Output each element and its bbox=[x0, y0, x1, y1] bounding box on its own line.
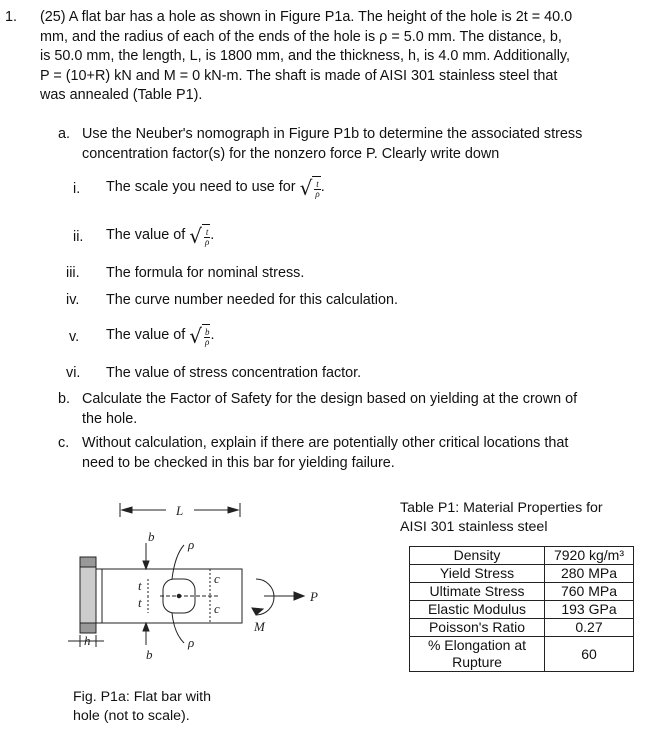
problem-text bbox=[40, 8, 650, 106]
item-iii-text: The formula for nominal stress. bbox=[106, 265, 305, 281]
rho-bottom-leader bbox=[172, 613, 184, 643]
table-cell-prop: Ultimate Stress bbox=[410, 583, 545, 601]
table-caption-line: AISI 301 stainless steel bbox=[400, 519, 548, 535]
item-v-num: v. bbox=[69, 329, 80, 345]
table-cell-prop: Yield Stress bbox=[410, 565, 545, 583]
table-caption-line: Table P1: Material Properties for bbox=[400, 500, 603, 516]
sqrt-b-over-rho: √ $\frac{b}{\rho}$ bbox=[189, 324, 210, 348]
label-P: P bbox=[310, 589, 318, 604]
label-h: h bbox=[84, 633, 91, 648]
part-c-line: need to be checked in this bar for yielding failure. bbox=[82, 454, 395, 471]
table-cell-prop: Poisson's Ratio bbox=[410, 619, 545, 637]
support-top bbox=[80, 557, 96, 567]
part-c-text bbox=[82, 434, 647, 473]
table-caption bbox=[400, 499, 603, 537]
problem-line: is 50.0 mm, the length, L, is 1800 mm, and the thickness, h, is 4.0 mm. Additionally, bbox=[40, 48, 571, 64]
item-v: The value of √ $\frac{b}{\rho}$ . bbox=[106, 324, 215, 348]
item-vi-text: The value of stress concentration factor. bbox=[106, 365, 362, 381]
problem-line: mm, and the radius of each of the ends of the hole is ρ = 5.0 mm. The distance, b, bbox=[40, 28, 562, 45]
part-a-line: Use the Neuber's nomograph in Figure P1b to determine the associated stress bbox=[82, 126, 583, 142]
part-a-line: concentration factor(s) for the nonzero force P. Clearly write down bbox=[82, 145, 500, 162]
item-vi-num: vi. bbox=[66, 365, 81, 381]
part-b-line: the hole. bbox=[82, 410, 138, 427]
b-bottom-arrow bbox=[143, 623, 149, 631]
item-i: The scale you need to use for √ $\frac{t}{\rho}$ . bbox=[106, 176, 325, 200]
table-cell-prop: Density bbox=[410, 547, 545, 565]
sqrt-t-over-rho: √ $\frac{t}{\rho}$ bbox=[189, 224, 210, 248]
part-b-text bbox=[82, 390, 647, 429]
table-cell-prop-line: % Elongation at bbox=[427, 637, 527, 653]
table-cell-prop-line: Rupture bbox=[452, 654, 502, 670]
part-b-line: Calculate the Factor of Safety for the design based on yielding at the crown of bbox=[82, 391, 578, 407]
frac-den-rho: ρ bbox=[315, 188, 320, 199]
support-bottom bbox=[80, 623, 96, 633]
item-iv-text: The curve number needed for this calculation. bbox=[106, 292, 398, 308]
table-cell-value: 60 bbox=[545, 637, 634, 672]
P-arrowhead bbox=[294, 592, 304, 600]
frac-den-rho: ρ bbox=[205, 336, 210, 347]
figure-caption-line: hole (not to scale). bbox=[73, 708, 190, 724]
item-iii-num: iii. bbox=[66, 265, 80, 281]
label-c1: c bbox=[214, 571, 220, 586]
label-c2: c bbox=[214, 601, 220, 616]
part-c-label: c. bbox=[58, 435, 70, 451]
table-cell-value: 280 MPa bbox=[545, 565, 634, 583]
rho-top-leader bbox=[172, 545, 184, 579]
item-iv-num: iv. bbox=[66, 292, 80, 308]
figure-caption-line: Fig. P1a: Flat bar with bbox=[73, 689, 211, 705]
L-arrow-right bbox=[228, 507, 238, 513]
table-row bbox=[410, 565, 634, 583]
table-row bbox=[410, 547, 634, 565]
item-ii-num: ii. bbox=[73, 229, 84, 245]
problem-number: 1. bbox=[5, 9, 18, 25]
problem-line: was annealed (Table P1). bbox=[40, 87, 203, 103]
part-a-text bbox=[82, 125, 647, 164]
support-body bbox=[80, 567, 96, 623]
part-b-label: b. bbox=[58, 391, 71, 407]
label-L: L bbox=[176, 503, 184, 518]
item-v-text: The value of bbox=[106, 327, 186, 344]
table-row bbox=[410, 601, 634, 619]
item-ii-text: The value of bbox=[106, 227, 186, 244]
label-t1: t bbox=[138, 578, 142, 593]
flat-bar-figure bbox=[60, 495, 340, 685]
label-M: M bbox=[254, 619, 265, 634]
table-cell-value: 0.27 bbox=[545, 619, 634, 637]
b-top-arrow bbox=[143, 561, 149, 569]
table-cell-value: 7920 kg/m³ bbox=[545, 547, 634, 565]
frac-num-b: b bbox=[204, 326, 210, 337]
table-cell-value: 193 GPa bbox=[545, 601, 634, 619]
item-i-text: The scale you need to use for bbox=[106, 179, 296, 196]
label-t2: t bbox=[138, 595, 142, 610]
table-cell-value: 760 MPa bbox=[545, 583, 634, 601]
table-row bbox=[410, 619, 634, 637]
table-cell-prop bbox=[410, 637, 545, 672]
sqrt-t-over-rho: √ $\frac{t}{\rho}$ bbox=[299, 176, 320, 200]
item-i-num: i. bbox=[73, 181, 81, 197]
label-b-top: b bbox=[148, 529, 155, 544]
frac-num-t: t bbox=[205, 226, 209, 237]
table-row bbox=[410, 583, 634, 601]
table-cell-prop: Elastic Modulus bbox=[410, 601, 545, 619]
problem-line: (25) A flat bar has a hole as shown in Figure P1a. The height of the hole is 2t = 40.0 bbox=[40, 9, 573, 25]
table-row bbox=[410, 637, 634, 672]
frac-den-rho: ρ bbox=[204, 236, 210, 247]
label-rho-top: ρ bbox=[188, 537, 195, 552]
label-rho-bottom: ρ bbox=[188, 635, 195, 650]
figure-caption bbox=[73, 688, 211, 726]
item-ii: The value of √ $\frac{t}{\rho}$ . bbox=[106, 224, 215, 248]
material-properties-table bbox=[409, 546, 634, 672]
label-b-bottom: b bbox=[146, 647, 153, 662]
L-arrow-left bbox=[122, 507, 132, 513]
problem-line: P = (10+R) kN and M = 0 kN-m. The shaft is made of AISI 301 stainless steel that bbox=[40, 67, 558, 84]
part-c-line: Without calculation, explain if there are potentially other critical locations that bbox=[82, 435, 569, 451]
part-a-label: a. bbox=[58, 126, 71, 142]
frac-num-t: t bbox=[316, 178, 319, 189]
